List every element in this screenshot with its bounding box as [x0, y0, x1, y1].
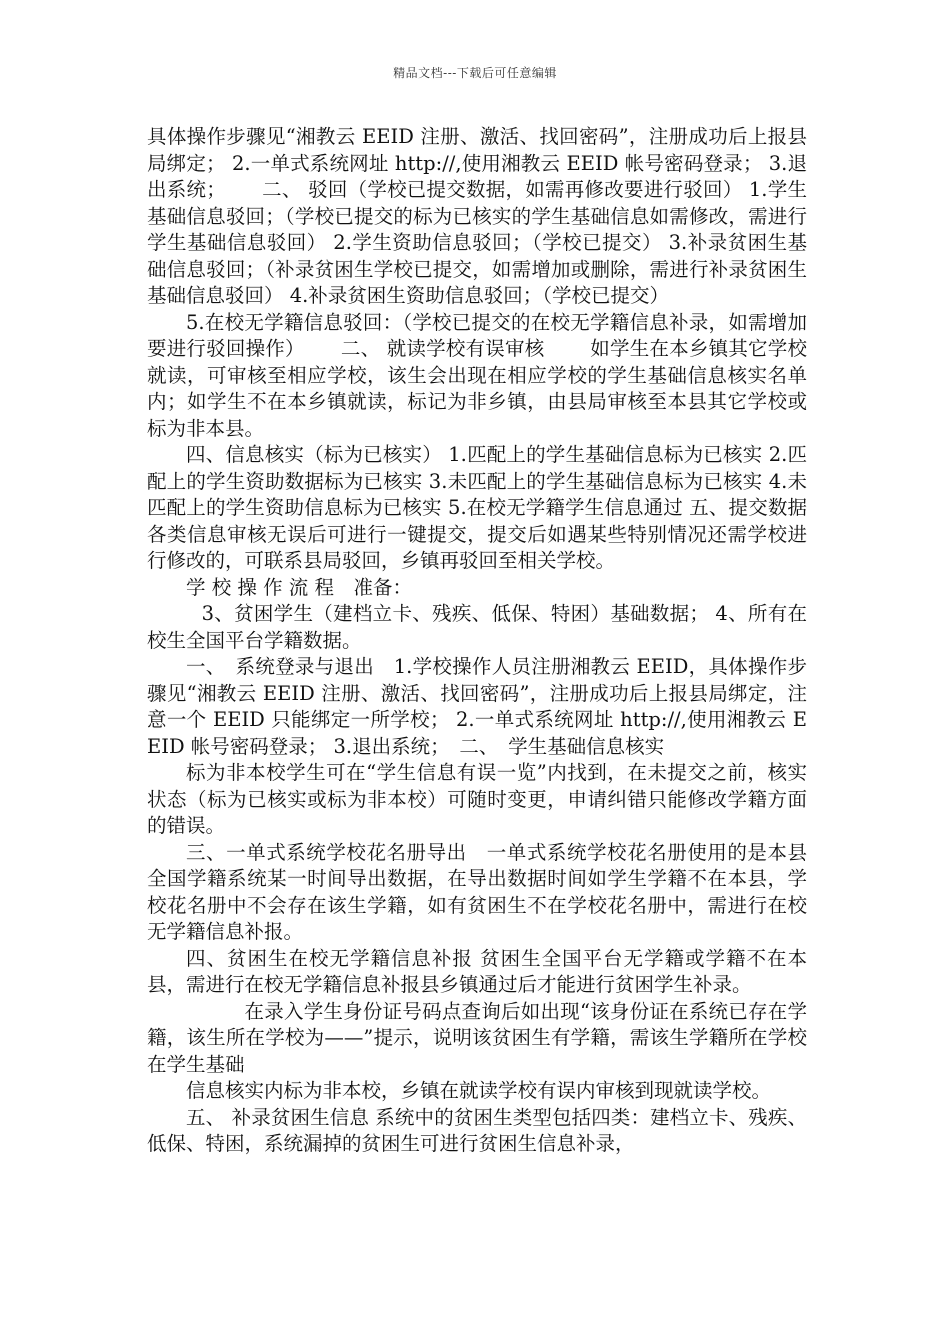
paragraph-5: 3、贫困学生（建档立卡、残疾、低保、特困）基础数据； 4、所有在校生全国平台学籍数据。 [147, 602, 807, 652]
paragraph-8: 三、一单式系统学校花名册导出 一单式系统学校花名册使用的是本县全国学籍系统某一时间导出数据，在导出数据时间如学生学籍不在本县，学校花名册中不会存在该生学籍，如有贫困生不在学校花名册中，需进行在校无学籍信息补报。 [147, 840, 807, 943]
paragraph-12: 五、 补录贫困生信息 系统中的贫困生类型包括四类：建档立卡、残疾、低保、特困，系统漏掉的贫困生可进行贫困生信息补录， [147, 1105, 807, 1155]
paragraph-9: 四、贫困生在校无学籍信息补报 贫困生全国平台无学籍或学籍不在本县，需进行在校无学籍信息补报县乡镇通过后才能进行贫困学生补录。 [147, 946, 807, 996]
paragraph-3: 四、信息核实（标为已核实） 1.匹配上的学生基础信息标为已核实 2.匹配上的学生资助数据标为已核实 3.未匹配上的学生基础信息标为已核实 4.未匹配上的学生资助信息标为已核实 5.在校无学籍学生信息通过 五、提交数据 各类信息审核无误后可进行一键提交，提交后如遇某些特别情况还需学校进行修改的，可联系县局驳回，乡镇再驳回至相关学校。 [147, 443, 807, 572]
document-body [147, 124, 807, 1158]
paragraph-6: 一、 系统登录与退出 1.学校操作人员注册湘教云 EEID，具体操作步骤见“湘教云 EEID 注册、激活、找回密码”，注册成功后上报县局绑定，注意一个 EEID 只能绑定一所学校； 2.一单式系统网址 http://,使用湘教云 EEID 帐号密码登录； 3.退出系统； 二、 学生基础信息核实 [147, 655, 807, 758]
paragraph-10: 在录入学生身份证号码点查询后如出现“该身份证在系统已存在学籍，该生所在学校为——”提示，说明该贫困生有学籍，需该生学籍所在学校在学生基础 [147, 999, 807, 1076]
paragraph-1: 具体操作步骤见“湘教云 EEID 注册、激活、找回密码”，注册成功后上报县局绑定； 2.一单式系统网址 http://,使用湘教云 EEID 帐号密码登录； 3.退出系统； 二、 驳回（学校已提交数据，如需再修改要进行驳回） 1.学生基础信息驳回；（学校已提交的标为已核实的学生基础信息如需修改，需进行学生基础信息驳回） 2.学生资助信息驳回；（学校已提交） 3.补录贫困生基础信息驳回；（补录贫困生学校已提交，如需增加或删除，需进行补录贫困生基础信息驳回） 4.补录贫困生资助信息驳回；（学校已提交） [147, 125, 807, 307]
page-header: 精品文档---下载后可任意编辑 [393, 66, 557, 80]
paragraph-7: 标为非本校学生可在“学生信息有误一览”内找到，在未提交之前，核实状态（标为已核实或标为非本校）可随时变更，申请纠错只能修改学籍方面的错误。 [147, 761, 807, 837]
paragraph-4: 学 校 操 作 流 程 准备： [186, 575, 412, 599]
paragraph-11: 信息核实内标为非本校，乡镇在就读学校有误内审核到现就读学校。 [186, 1079, 772, 1102]
paragraph-2: 5.在校无学籍信息驳回：（学校已提交的在校无学籍信息补录，如需增加要进行驳回操作） 二、 就读学校有误审核 如学生在本乡镇其它学校就读，可审核至相应学校，该生会出现在相应学校的学生基础信息核实名单内；如学生不在本乡镇就读，标记为非乡镇，由县局审核至本县其它学校或标为非本县。 [147, 310, 807, 440]
